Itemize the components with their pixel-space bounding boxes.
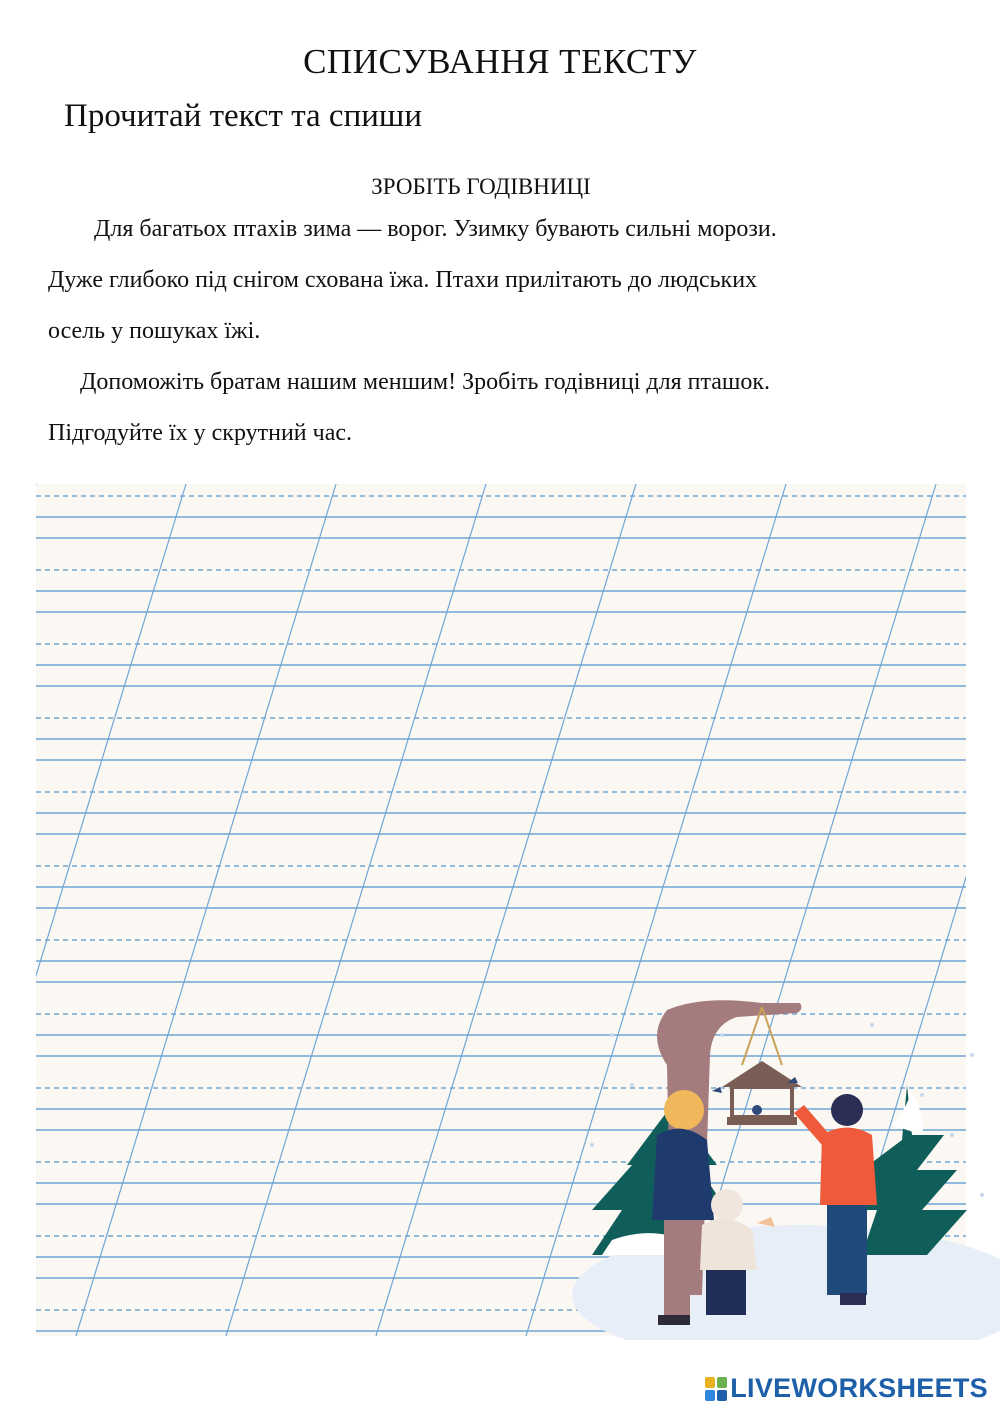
page-title: СПИСУВАННЯ ТЕКСТУ	[303, 42, 697, 81]
liveworksheets-logo[interactable]	[705, 1373, 988, 1404]
text-line: Для багатьох птахів зима — ворог. Узимку бувають сильні морози.	[94, 216, 777, 242]
instruction: Прочитай текст та спиши	[64, 98, 422, 134]
text-line: Дуже глибоко під снігом схована їжа. Птахи прилітають до людських	[48, 267, 758, 293]
text-line: Підгодуйте їх у скрутний час.	[48, 420, 353, 446]
bird-feeder-illustration	[572, 995, 1000, 1340]
liveworksheets-logo-icon	[705, 1377, 727, 1401]
text-line: Допоможіть братам нашим меншим! Зробіть годівниці для пташок.	[80, 369, 771, 395]
text-title: ЗРОБІТЬ ГОДІВНИЦІ	[371, 174, 591, 199]
liveworksheets-logo-text: LIVEWORKSHEETS	[730, 1373, 988, 1403]
text-line: осель у пошуках їжі.	[48, 318, 261, 344]
